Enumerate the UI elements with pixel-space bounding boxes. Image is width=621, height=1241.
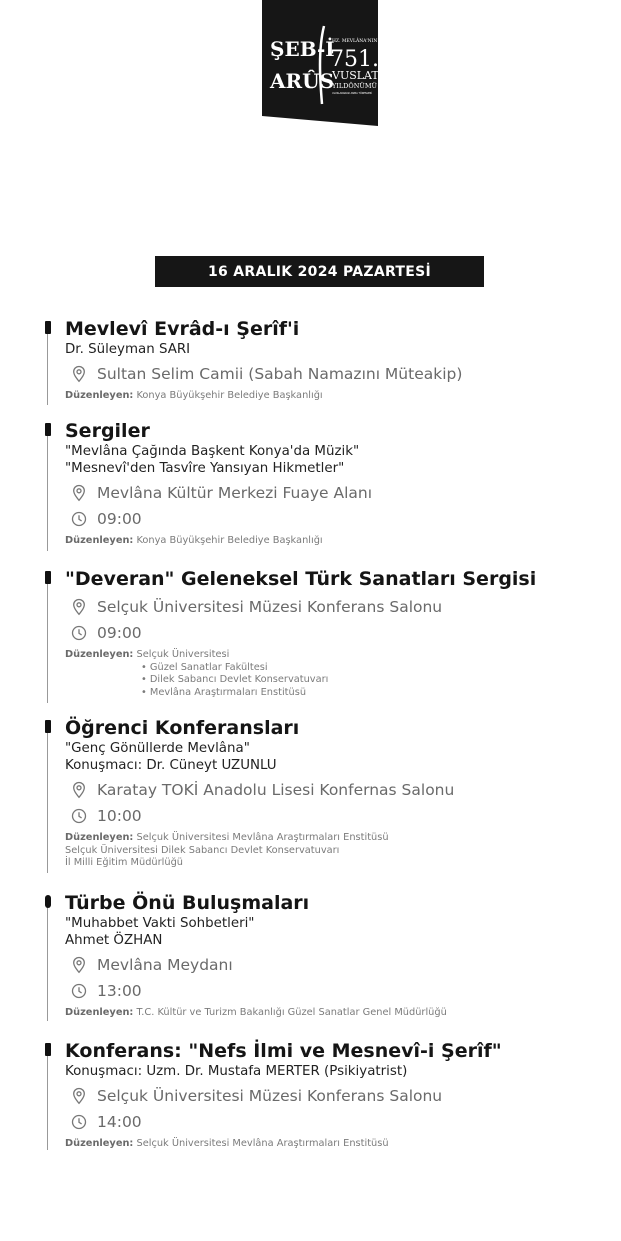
organizer-label: Düzenleyen:	[65, 390, 134, 401]
organizer-text: T.C. Kültür ve Turizm Bakanlığı Güzel Sanatlar Genel Müdürlüğü	[136, 1007, 447, 1018]
event-subtitle: "Genç Gönüllerde Mevlâna"	[65, 741, 250, 756]
event-time	[65, 806, 585, 826]
organizer-label: Düzenleyen:	[65, 649, 134, 660]
location-pin-icon	[69, 780, 89, 800]
event-title: Mevlevî Evrâd-ı Şerîf'i	[65, 318, 300, 340]
event-3	[45, 567, 585, 703]
event-time-text: 09:00	[97, 510, 142, 528]
location-pin-icon	[69, 364, 89, 384]
event-location-text: Sultan Selim Camii (Sabah Namazını Müteakip)	[97, 365, 463, 383]
timeline-line	[47, 1045, 48, 1150]
event-subtitle: "Mesnevî'den Tasvîre Yansıyan Hikmetler"	[65, 461, 345, 476]
event-time-text: 14:00	[97, 1113, 142, 1131]
event-location-text: Selçuk Üniversitesi Müzesi Konferans Salonu	[97, 1087, 443, 1105]
timeline-line	[47, 573, 48, 703]
event-subtitle: Dr. Süleyman SARI	[65, 342, 191, 357]
clock-icon	[69, 981, 89, 1001]
event-time-text: 13:00	[97, 982, 142, 1000]
event-location	[65, 955, 585, 975]
event-time-text: 10:00	[97, 807, 142, 825]
event-organizer	[65, 535, 585, 548]
logo-word2: YILDÖNÜMÜ	[332, 82, 378, 90]
organizer-label: Düzenleyen:	[65, 535, 134, 546]
timeline-marker	[45, 1043, 51, 1056]
organizer-bullet: • Dilek Sabancı Devlet Konservatuvarı	[141, 674, 329, 685]
event-6	[45, 1039, 585, 1150]
event-subtitle: "Mevlâna Çağında Başkent Konya'da Müzik"	[65, 444, 360, 459]
event-title: Sergiler	[65, 420, 150, 442]
event-location	[65, 597, 585, 617]
event-time	[65, 1112, 585, 1132]
event-time	[65, 509, 585, 529]
clock-icon	[69, 623, 89, 643]
organizer-label: Düzenleyen:	[65, 832, 134, 843]
location-pin-icon	[69, 955, 89, 975]
location-pin-icon	[69, 1086, 89, 1106]
clock-icon	[69, 1112, 89, 1132]
organizer-text: Konya Büyükşehir Belediye Başkanlığı	[136, 535, 323, 546]
event-title: Öğrenci Konferansları	[65, 717, 300, 739]
event-title: Konferans: "Nefs İlmi ve Mesnevî-i Şerîf"	[65, 1040, 502, 1062]
timeline-line	[47, 722, 48, 873]
timeline-marker	[45, 423, 51, 436]
organizer-text: Konya Büyükşehir Belediye Başkanlığı	[136, 390, 323, 401]
event-organizer	[65, 390, 585, 403]
logo-emblem	[262, 0, 378, 126]
event-5	[45, 891, 585, 1021]
clock-icon	[69, 509, 89, 529]
event-location	[65, 780, 585, 800]
timeline-marker	[45, 720, 51, 733]
event-subtitle: Konuşmacı: Uzm. Dr. Mustafa MERTER (Psikiyatrist)	[65, 1064, 408, 1079]
organizer-text: Selçuk Üniversitesi Mevlâna Araştırmaları Enstitüsü	[136, 1138, 389, 1149]
location-pin-icon	[69, 483, 89, 503]
event-location-text: Karatay TOKİ Anadolu Lisesi Konfernas Salonu	[97, 781, 455, 799]
timeline-marker	[45, 571, 51, 584]
event-time	[65, 623, 585, 643]
date-banner: 16 ARALIK 2024 PAZARTESİ	[155, 256, 484, 287]
event-location-text: Selçuk Üniversitesi Müzesi Konferans Salonu	[97, 598, 443, 616]
event-location-text: Mevlâna Kültür Merkezi Fuaye Alanı	[97, 484, 373, 502]
event-subtitle: Ahmet ÖZHAN	[65, 933, 163, 948]
event-location-text: Mevlâna Meydanı	[97, 956, 233, 974]
logo-number: 751.	[330, 47, 378, 72]
organizer-label: Düzenleyen:	[65, 1138, 134, 1149]
location-pin-icon	[69, 597, 89, 617]
organizer-text: Selçuk Üniversitesi	[136, 649, 230, 660]
clock-icon	[69, 806, 89, 826]
event-location	[65, 364, 585, 384]
event-organizer	[65, 649, 585, 699]
timeline-line	[47, 323, 48, 405]
event-organizer	[65, 1138, 585, 1151]
event-subtitle: Konuşmacı: Dr. Cüneyt UZUNLU	[65, 758, 277, 773]
event-2	[45, 419, 585, 551]
logo-title-line1: ŞEB-İ	[270, 37, 335, 61]
timeline-line	[47, 897, 48, 1021]
event-organizer	[65, 1007, 585, 1020]
timeline-marker	[45, 321, 51, 334]
logo-word1: VUSLAT	[332, 69, 378, 82]
organizer-bullet: • Güzel Sanatlar Fakültesi	[141, 661, 268, 673]
event-organizer	[65, 832, 585, 870]
event-1	[45, 317, 585, 405]
event-4	[45, 716, 585, 873]
logo-small: ULUSLARARASI ANMA TÖRENLERİ	[332, 92, 373, 95]
event-location	[65, 483, 585, 503]
logo-title-line2: ARÛS	[270, 69, 335, 93]
organizer-line: Selçuk Üniversitesi Dilek Sabancı Devlet Konservatuvarı	[65, 844, 340, 856]
event-time-text: 09:00	[97, 624, 142, 642]
timeline-marker	[45, 895, 51, 908]
organizer-line: İl Milli Eğitim Müdürlüğü	[65, 857, 184, 868]
organizer-bullet: • Mevlâna Araştırmaları Enstitüsü	[141, 686, 307, 698]
event-time	[65, 981, 585, 1001]
organizer-text: Selçuk Üniversitesi Mevlâna Araştırmaları Enstitüsü	[136, 832, 389, 843]
event-title: Türbe Önü Buluşmaları	[65, 892, 310, 914]
event-location	[65, 1086, 585, 1106]
organizer-label: Düzenleyen:	[65, 1007, 134, 1018]
event-subtitle: "Muhabbet Vakti Sohbetleri"	[65, 916, 255, 931]
timeline-line	[47, 425, 48, 551]
event-title: "Deveran" Geleneksel Türk Sanatları Sergisi	[65, 568, 537, 590]
logo	[262, 0, 378, 126]
logo-top-text: HZ. MEVLÂNA'NIN	[332, 39, 378, 44]
